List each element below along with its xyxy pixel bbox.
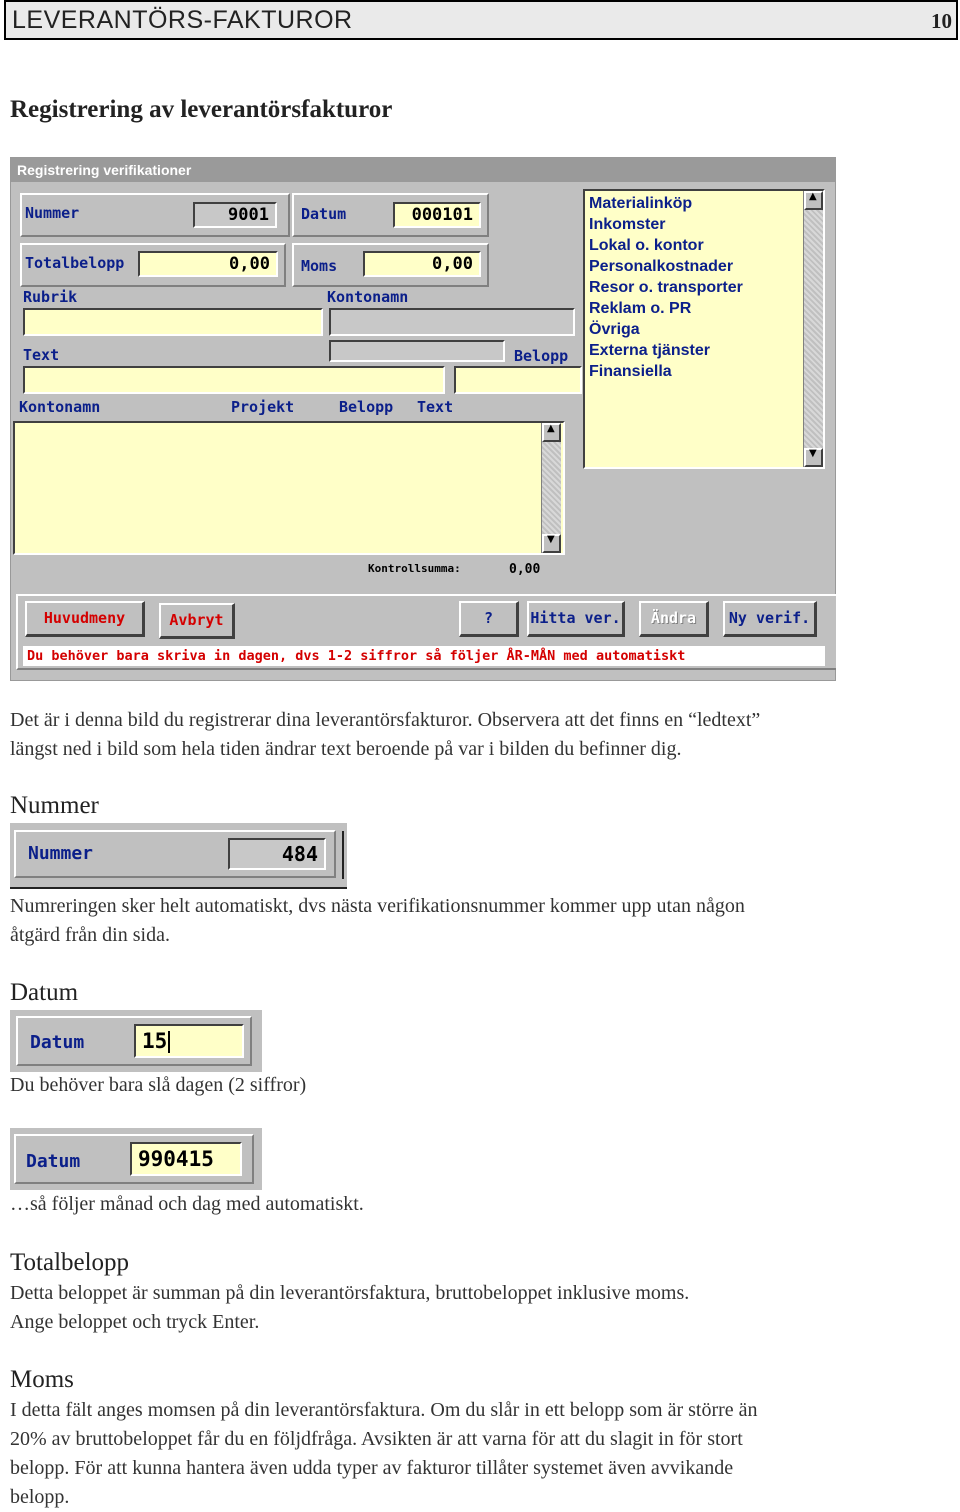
hitta-ver-button[interactable]: Hitta ver. bbox=[527, 601, 625, 637]
moms-label: Moms bbox=[301, 257, 338, 275]
huvudmeny-button[interactable]: Huvudmeny bbox=[25, 601, 145, 637]
category-list-item[interactable]: Resor o. transporter bbox=[589, 279, 743, 296]
transaction-scrollbar[interactable] bbox=[541, 423, 561, 553]
page-header bbox=[4, 0, 958, 40]
moms-field[interactable]: 0,00 bbox=[363, 251, 481, 277]
moms-text bbox=[10, 1396, 945, 1512]
avbryt-button[interactable]: Avbryt bbox=[159, 603, 235, 639]
belopp-field[interactable] bbox=[454, 366, 582, 394]
datum-crop-1-field bbox=[134, 1024, 244, 1058]
kontrollsumma-value: 0,00 bbox=[509, 562, 541, 577]
registration-window bbox=[10, 157, 836, 681]
category-list[interactable] bbox=[583, 189, 825, 469]
moms-heading: Moms bbox=[10, 1366, 74, 1393]
datum-crop-1 bbox=[10, 1010, 262, 1072]
intro-text bbox=[10, 706, 940, 764]
scroll-up-icon[interactable]: ▲ bbox=[542, 423, 561, 442]
window-title: Registrering verifikationer bbox=[11, 158, 835, 182]
text-label: Text bbox=[23, 346, 60, 364]
datum-crop-1-value: 15 bbox=[142, 1029, 168, 1053]
kontonamn-field bbox=[329, 308, 575, 336]
category-list-item[interactable]: Personalkostnader bbox=[589, 258, 734, 275]
text-cursor bbox=[168, 1031, 170, 1053]
moms-text-line: belopp. bbox=[10, 1486, 70, 1508]
nummer-text-line: åtgärd från din sida. bbox=[10, 924, 170, 946]
category-list-item[interactable]: Lokal o. kontor bbox=[589, 237, 704, 254]
category-list-item[interactable]: Övriga bbox=[589, 321, 640, 338]
scroll-down-icon[interactable]: ▼ bbox=[804, 448, 823, 467]
header-title: LEVERANTÖRS-FAKTUROR bbox=[12, 6, 353, 34]
nummer-text-line: Numreringen sker helt automatiskt, dvs nästa verifikationsnummer kommer upp utan någon bbox=[10, 895, 745, 917]
kontonamn-label: Kontonamn bbox=[327, 288, 409, 306]
crop-edge bbox=[342, 831, 344, 879]
category-list-item[interactable]: Finansiella bbox=[589, 363, 672, 380]
rubrik-label: Rubrik bbox=[23, 288, 78, 306]
nummer-label: Nummer bbox=[25, 204, 80, 222]
nummer-text bbox=[10, 892, 940, 950]
totalbelopp-text-line: Ange beloppet och tryck Enter. bbox=[10, 1311, 260, 1333]
kontrollsumma-label: Kontrollsumma: bbox=[368, 562, 461, 575]
scroll-down-icon[interactable]: ▼ bbox=[542, 534, 561, 553]
page-number: 10 bbox=[931, 9, 952, 33]
nummer-field: 9001 bbox=[193, 202, 277, 228]
totalbelopp-field[interactable]: 0,00 bbox=[138, 251, 278, 277]
moms-text-line: belopp. För att kunna hantera även udda typer av fakturor tillåter systemet även avvikande bbox=[10, 1457, 734, 1479]
rubrik-field[interactable] bbox=[23, 308, 323, 336]
scroll-up-icon[interactable]: ▲ bbox=[804, 191, 823, 210]
nummer-crop-field: 484 bbox=[228, 838, 326, 870]
totalbelopp-heading: Totalbelopp bbox=[10, 1249, 130, 1276]
category-list-item[interactable]: Materialinköp bbox=[589, 195, 693, 212]
datum-crop-1-label: Datum bbox=[30, 1032, 85, 1053]
konto-extra-field bbox=[329, 340, 505, 362]
category-list-item[interactable]: Reklam o. PR bbox=[589, 300, 692, 317]
section-title: Registrering av leverantörsfakturor bbox=[10, 96, 393, 123]
help-button[interactable]: ? bbox=[459, 601, 519, 637]
andra-button: Ändra bbox=[639, 601, 709, 637]
ny-verif-button[interactable]: Ny verif. bbox=[723, 601, 817, 637]
datum-text-1: Du behöver bara slå dagen (2 siffror) bbox=[10, 1074, 307, 1096]
datum-crop-2-label: Datum bbox=[26, 1151, 81, 1172]
datum-crop-2-field: 990415 bbox=[130, 1142, 242, 1176]
transaction-list[interactable] bbox=[13, 421, 565, 555]
totalbelopp-label: Totalbelopp bbox=[25, 254, 125, 272]
category-list-item[interactable]: Inkomster bbox=[589, 216, 666, 233]
moms-text-line: I detta fält anges momsen på din leverantörsfaktura. Om du slår in ett belopp som är större än bbox=[10, 1399, 758, 1421]
belopp-label: Belopp bbox=[514, 347, 569, 365]
intro-line: Det är i denna bild du registrerar dina leverantörsfakturor. Observera att det finns en “ledtext” bbox=[10, 709, 761, 731]
col-projekt: Projekt bbox=[231, 398, 295, 416]
nummer-crop bbox=[10, 823, 347, 889]
nummer-heading: Nummer bbox=[10, 792, 99, 819]
datum-field[interactable]: 000101 bbox=[393, 202, 481, 228]
col-belopp: Belopp bbox=[339, 398, 394, 416]
category-list-item[interactable]: Externa tjänster bbox=[589, 342, 710, 359]
status-text: Du behöver bara skriva in dagen, dvs 1-2 siffror så följer ÅR-MÅN med automatiskt bbox=[23, 646, 825, 666]
totalbelopp-text bbox=[10, 1279, 940, 1337]
col-kontonamn: Kontonamn bbox=[19, 398, 101, 416]
category-scrollbar[interactable] bbox=[803, 191, 823, 467]
datum-crop-2 bbox=[10, 1128, 262, 1190]
nummer-crop-label: Nummer bbox=[28, 843, 94, 864]
datum-heading: Datum bbox=[10, 979, 79, 1006]
moms-text-line: 20% av bruttobeloppet får du en följdfråga. Avsikten är att varna för att du slagit in för stort bbox=[10, 1428, 743, 1450]
datum-text-2: …så följer månad och dag med automatiskt. bbox=[10, 1193, 364, 1215]
col-text: Text bbox=[417, 398, 454, 416]
totalbelopp-text-line: Detta beloppet är summan på din leverantörsfaktura, bruttobeloppet inklusive moms. bbox=[10, 1282, 690, 1304]
text-field[interactable] bbox=[23, 366, 445, 394]
intro-line: längst ned i bild som hela tiden ändrar text beroende på var i bilden du befinner dig. bbox=[10, 738, 682, 760]
datum-label: Datum bbox=[301, 205, 347, 223]
